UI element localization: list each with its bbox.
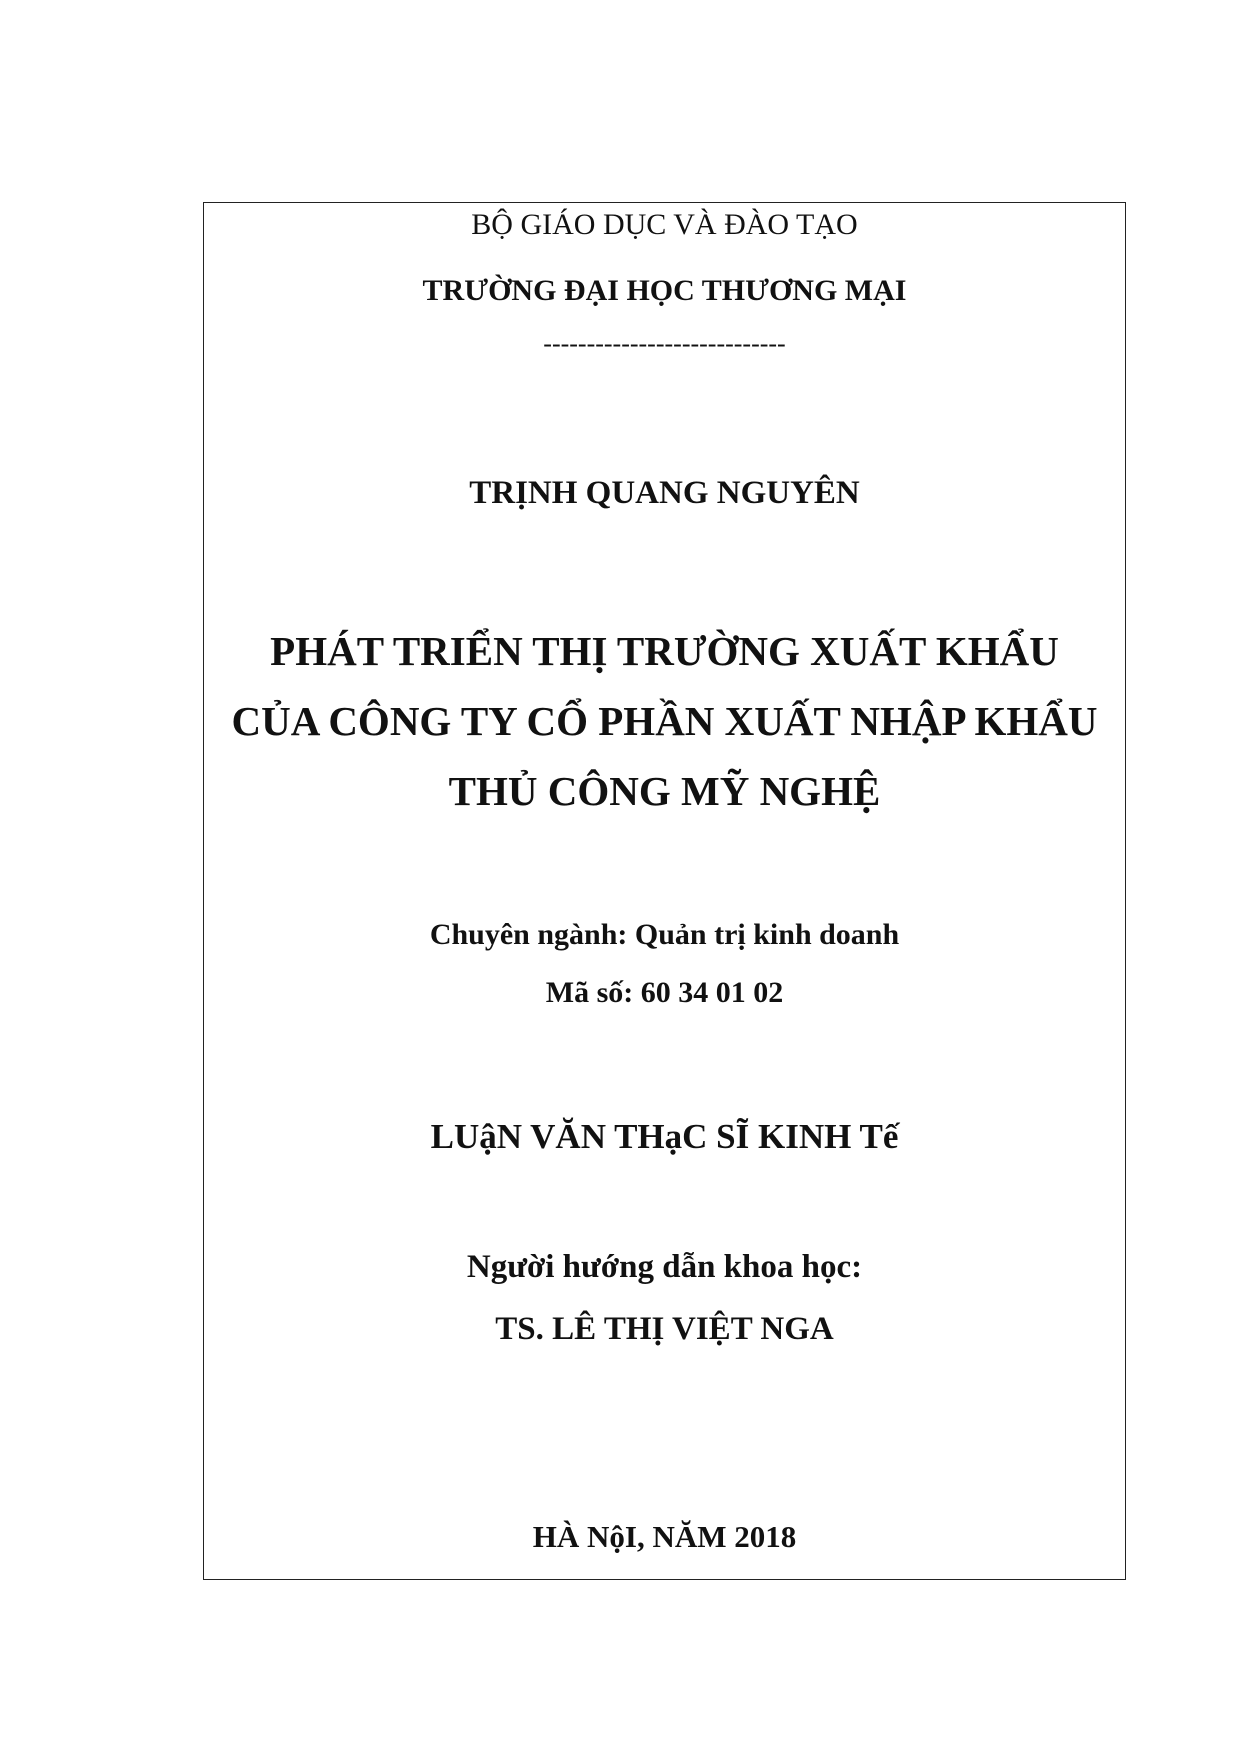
advisor-name: TS. LÊ THỊ VIỆT NGA: [495, 1311, 834, 1347]
header-divider: ----------------------------: [543, 329, 786, 358]
thesis-title-line-1: PHÁT TRIỂN THỊ TRƯỜNG XUẤT KHẨU: [270, 628, 1059, 674]
cover-border: [203, 202, 1126, 1580]
degree-type: LUậN VĂN THạC SĨ KINH Tế: [430, 1117, 899, 1156]
ministry-name: BỘ GIÁO DỤC VÀ ĐÀO TẠO: [471, 208, 858, 241]
major-code: Mã số: 60 34 01 02: [545, 976, 784, 1009]
major: Chuyên ngành: Quản trị kinh doanh: [429, 918, 900, 951]
place-year: HÀ NộI, NĂM 2018: [532, 1519, 797, 1554]
thesis-title-line-2: CỦA CÔNG TY CỔ PHẦN XUẤT NHẬP KHẨU: [231, 698, 1098, 744]
thesis-title-line-3: THỦ CÔNG MỸ NGHỆ: [448, 768, 881, 814]
university-name: TRƯỜNG ĐẠI HỌC THƯƠNG MẠI: [422, 274, 907, 307]
author-name: TRỊNH QUANG NGUYÊN: [469, 475, 860, 511]
advisor-label: Người hướng dẫn khoa học:: [466, 1249, 863, 1285]
thesis-title: [203, 616, 1126, 826]
